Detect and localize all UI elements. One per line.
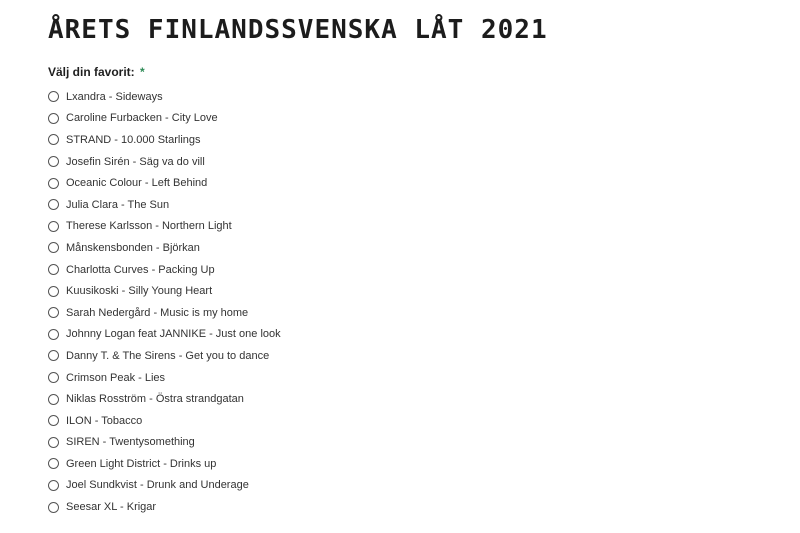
radio-option[interactable] — [48, 432, 780, 454]
radio-button[interactable] — [48, 199, 59, 210]
radio-option-label[interactable]: Joel Sundkvist - Drunk and Underage — [66, 479, 249, 492]
radio-button[interactable] — [48, 307, 59, 318]
radio-option-label[interactable]: Green Light District - Drinks up — [66, 457, 217, 470]
radio-option[interactable] — [48, 280, 780, 302]
radio-button[interactable] — [48, 415, 59, 426]
radio-option-label[interactable]: Månskensbonden - Björkan — [66, 241, 200, 254]
question-label — [48, 64, 780, 80]
radio-button[interactable] — [48, 350, 59, 361]
radio-option-label[interactable]: Julia Clara - The Sun — [66, 198, 170, 211]
radio-button[interactable] — [48, 286, 59, 297]
radio-option-label[interactable]: Seesar XL - Krigar — [66, 501, 157, 514]
radio-option[interactable] — [48, 259, 780, 281]
radio-button[interactable] — [48, 437, 59, 448]
poll-page — [48, 14, 780, 518]
radio-button[interactable] — [48, 91, 59, 102]
radio-option[interactable] — [48, 475, 780, 497]
radio-option[interactable] — [48, 388, 780, 410]
radio-option[interactable] — [48, 410, 780, 432]
song-options-list — [48, 86, 780, 518]
radio-button[interactable] — [48, 242, 59, 253]
radio-option[interactable] — [48, 129, 780, 151]
radio-button[interactable] — [48, 134, 59, 145]
radio-option[interactable] — [48, 216, 780, 238]
radio-option[interactable] — [48, 151, 780, 173]
radio-option[interactable] — [48, 453, 780, 475]
radio-button[interactable] — [48, 113, 59, 124]
radio-option[interactable] — [48, 172, 780, 194]
radio-option-label[interactable]: Johnny Logan feat JANNIKE - Just one look — [66, 328, 281, 341]
required-marker: * — [140, 65, 145, 79]
radio-option-label[interactable]: Caroline Furbacken - City Love — [66, 112, 218, 125]
radio-button[interactable] — [48, 329, 59, 340]
radio-option-label[interactable]: Josefin Sirén - Säg va do vill — [66, 155, 205, 168]
radio-button[interactable] — [48, 178, 59, 189]
radio-button[interactable] — [48, 372, 59, 383]
radio-option[interactable] — [48, 324, 780, 346]
radio-option[interactable] — [48, 345, 780, 367]
radio-button[interactable] — [48, 394, 59, 405]
radio-option-label[interactable]: Charlotta Curves - Packing Up — [66, 263, 215, 276]
radio-option-label[interactable]: Kuusikoski - Silly Young Heart — [66, 285, 213, 298]
radio-option-label[interactable]: STRAND - 10.000 Starlings — [66, 133, 201, 146]
radio-option[interactable] — [48, 237, 780, 259]
radio-option-label[interactable]: Niklas Rosström - Östra strandgatan — [66, 393, 244, 406]
radio-button[interactable] — [48, 264, 59, 275]
question-text: Välj din favorit: — [48, 65, 135, 79]
radio-option[interactable] — [48, 302, 780, 324]
page-title: ÅRETS FINLANDSSVENSKA LÅT 2021 — [48, 15, 548, 45]
radio-option[interactable] — [48, 496, 780, 518]
radio-button[interactable] — [48, 221, 59, 232]
radio-option-label[interactable]: Therese Karlsson - Northern Light — [66, 220, 232, 233]
radio-option[interactable] — [48, 194, 780, 216]
radio-button[interactable] — [48, 480, 59, 491]
radio-option-label[interactable]: SIREN - Twentysomething — [66, 436, 195, 449]
radio-button[interactable] — [48, 156, 59, 167]
radio-button[interactable] — [48, 502, 59, 513]
radio-option-label[interactable]: Sarah Nedergård - Music is my home — [66, 306, 249, 319]
radio-option-label[interactable]: Crimson Peak - Lies — [66, 371, 166, 384]
radio-option[interactable] — [48, 367, 780, 389]
radio-option-label[interactable]: ILON - Tobacco — [66, 414, 143, 427]
radio-option-label[interactable]: Danny T. & The Sirens - Get you to dance — [66, 349, 270, 362]
radio-option[interactable] — [48, 108, 780, 130]
radio-option-label[interactable]: Oceanic Colour - Left Behind — [66, 177, 208, 190]
radio-button[interactable] — [48, 458, 59, 469]
radio-option-label[interactable]: Lxandra - Sideways — [66, 90, 163, 103]
radio-option[interactable] — [48, 86, 780, 108]
